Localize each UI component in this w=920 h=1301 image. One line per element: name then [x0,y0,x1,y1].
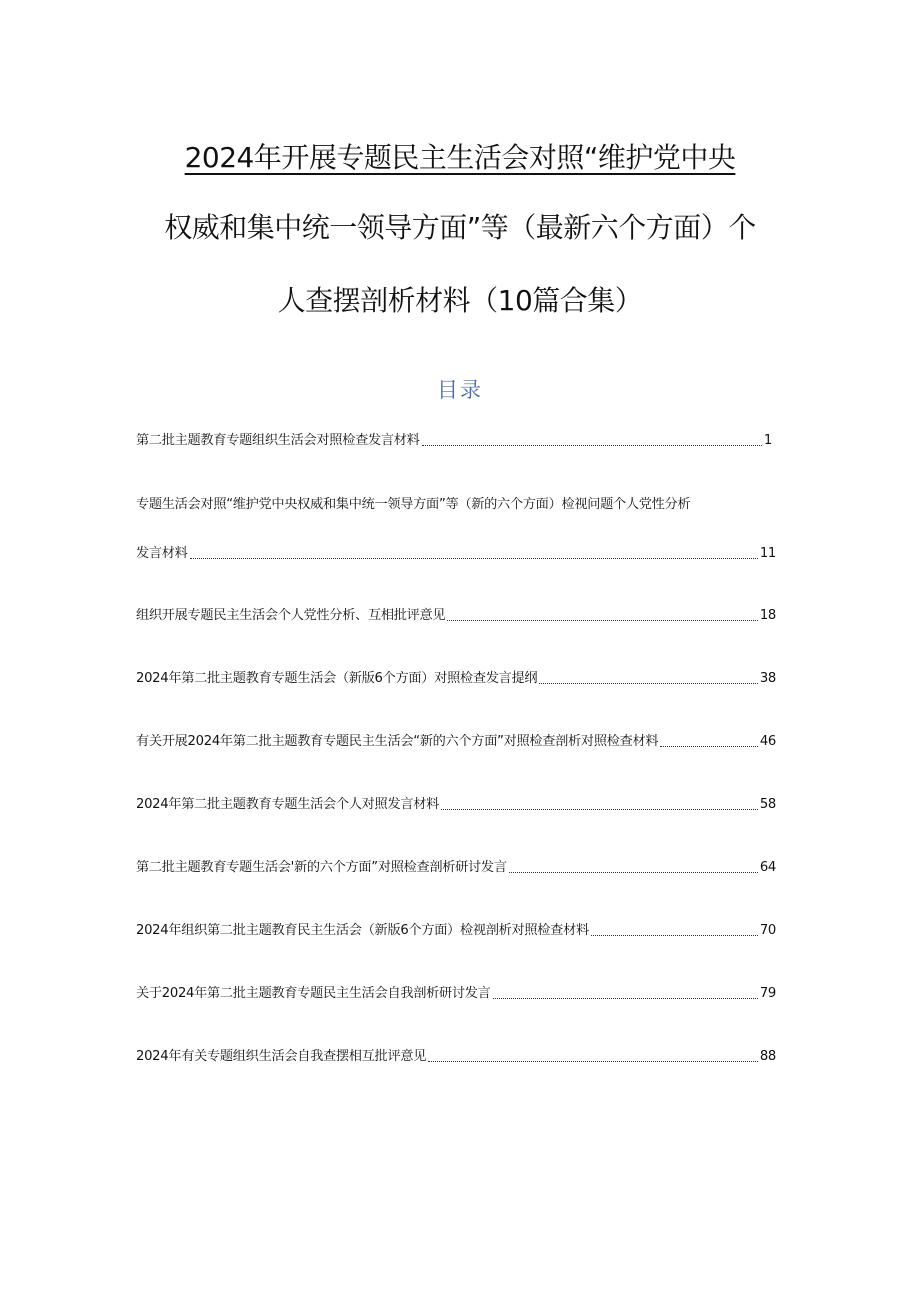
toc-entry[interactable] [136,985,776,1003]
toc-entry-title: 2024年有关专题组织生活会自我查摆相互批评意见 [136,1049,427,1064]
toc-entry-title: 2024年第二批主题教育专题生活会个人对照发言材料 [136,797,439,812]
toc-entry[interactable] [136,733,776,751]
toc-entry-title: 组织开展专题民主生活会个人党性分析、互相批评意见 [136,608,446,623]
toc-entry[interactable] [136,607,776,625]
toc-entry-title: 关于2024年第二批主题教育专题民主生活会自我剖析研讨发言 [136,986,491,1001]
toc-entry-page: 11 [759,546,776,561]
table-of-contents [136,0,778,1301]
toc-leader-dots [539,683,758,684]
toc-leader-dots [493,998,758,999]
document-title-line-1: 2024年开展专题民主生活会对照“维护党中央 [184,141,736,174]
toc-entry[interactable] [136,859,776,877]
toc-entry-page: 18 [759,608,776,623]
document-title-line-2: 权威和集中统一领导方面”等（最新六个方面）个 [164,211,756,244]
toc-entry[interactable] [136,796,776,814]
toc-entry[interactable] [136,1048,776,1066]
toc-leader-dots [591,935,758,936]
toc-leader-dots [441,809,758,810]
toc-leader-dots [447,620,758,621]
toc-leader-dots [422,445,762,446]
toc-entry-page: 79 [759,986,776,1001]
toc-entry-title: 2024年第二批主题教育专题生活会（新版6个方面）对照检查发言提纲 [136,671,538,686]
toc-entry-page: 70 [759,923,776,938]
toc-entry[interactable] [136,670,776,688]
toc-entry-title: 2024年组织第二批主题教育民主生活会（新版6个方面）检视剖析对照检查材料 [136,923,589,938]
toc-entry-page: 1 [763,433,772,448]
toc-entry-page: 64 [759,860,776,875]
document-title-line-3: 人查摆剖析材料（10篇合集） [277,284,643,317]
toc-entry[interactable] [136,922,776,940]
toc-entry-title: 第二批主题教育专题组织生活会对照检查发言材料 [136,433,420,448]
toc-entry-page: 88 [759,1049,776,1064]
toc-leader-dots [509,872,758,873]
toc-entry-page: 46 [759,734,776,749]
toc-leader-dots [428,1061,758,1062]
toc-entry-title: 第二批主题教育专题生活会'新的六个方面”对照检查剖析研讨发言 [136,860,507,875]
toc-entry[interactable] [136,432,772,450]
toc-entry-page: 38 [759,671,776,686]
toc-entry-page: 58 [759,797,776,812]
toc-leader-dots [190,558,758,559]
toc-entry[interactable] [136,545,776,563]
toc-heading: 目录 [437,378,483,402]
toc-entry-title: 有关开展2024年第二批主题教育专题民主生活会“新的六个方面”对照检查剖析对照检查材料 [136,734,659,749]
toc-entry-title-line-1[interactable]: 专题生活会对照“维护党中央权威和集中统一领导方面”等（新的六个方面）检视问题个人党性分析 [136,497,691,512]
toc-entry-title: 发言材料 [136,546,188,561]
toc-leader-dots [660,746,758,747]
